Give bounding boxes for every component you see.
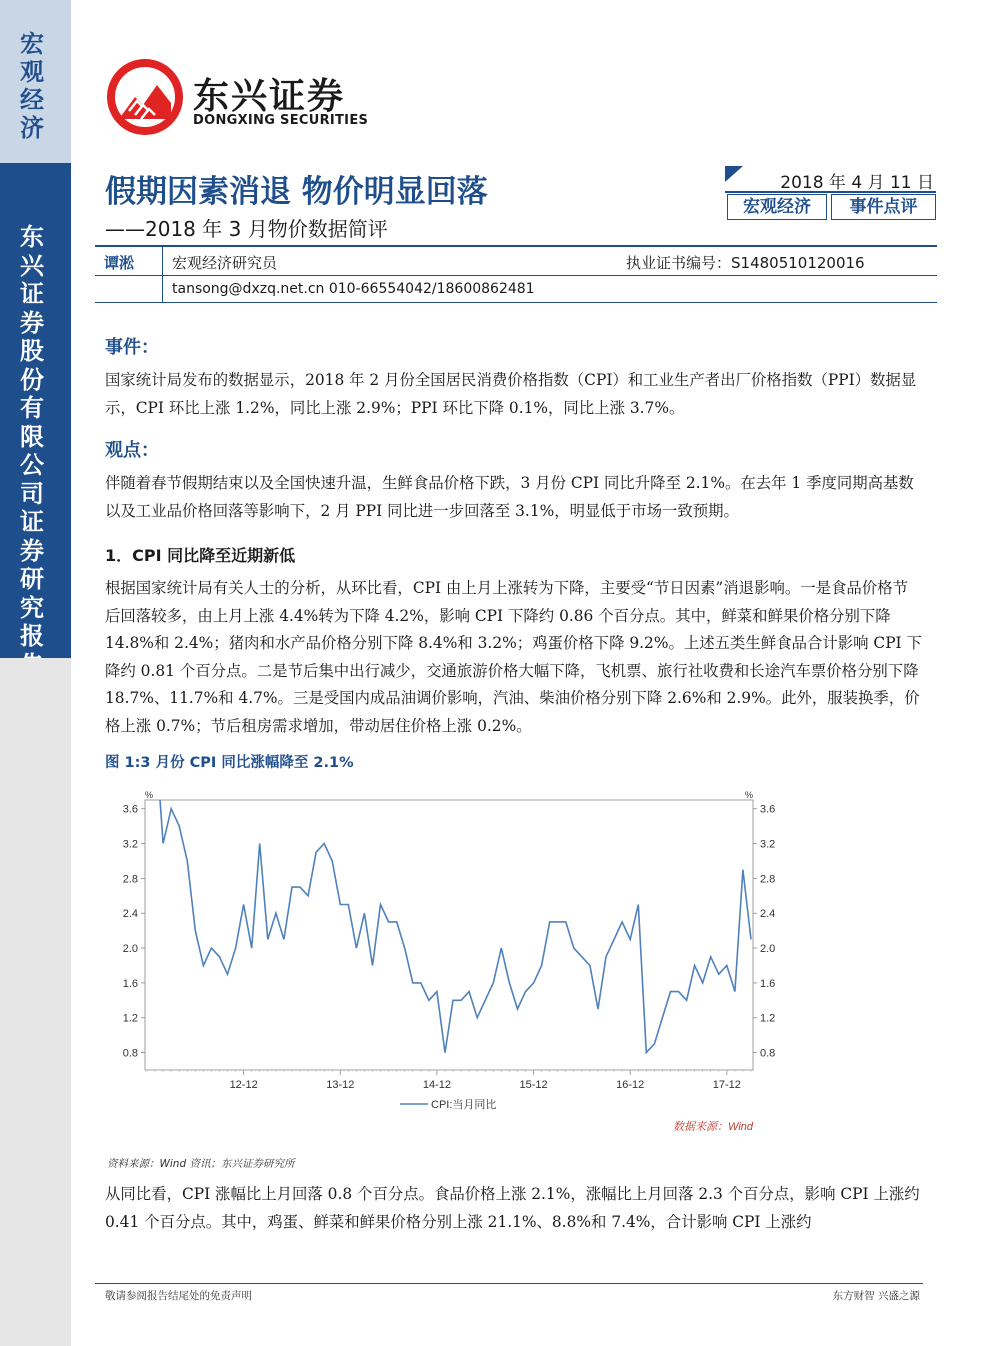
- report-date: 2018 年 4 月 11 日: [780, 173, 934, 193]
- sidebar-report-label: 东兴证券股份有限公司证券研究报: [20, 223, 44, 650]
- y-tick-label-right: 0.8: [760, 1047, 776, 1060]
- chart-data-source: 数据来源：Wind: [673, 1121, 753, 1133]
- legend-label: CPI:当月同比: [431, 1099, 497, 1111]
- event-paragraph: 国家统计局发布的数据显示，2018 年 2 月份全国居民消费价格指数（CPI）和工业生产者出厂价格指数（PPI）数据显示，CPI 环比上涨 1.2%，同比上涨 2.9%；PPI 环比下降 0.1%，同比上涨 3.7%。: [105, 371, 917, 417]
- y-tick-label-right: 3.2: [760, 838, 776, 851]
- y-tick-label-right: 1.6: [760, 977, 776, 990]
- author-cert: 执业证书编号：S1480510120016: [626, 254, 865, 272]
- author-table-divider: [162, 246, 163, 302]
- cpi-line-chart: [100, 780, 830, 1140]
- report-subtitle: ——2018 年 3 月物价数据简评: [105, 217, 388, 241]
- y-tick-label-right: 2.8: [760, 873, 776, 886]
- y-tick-label-left: 1.6: [122, 977, 138, 990]
- y-tick-label-left: 2.4: [122, 908, 138, 921]
- y-tick-label-left: 2.0: [122, 943, 138, 956]
- x-tick-label: 16-12: [616, 1079, 645, 1091]
- x-tick-label: 12-12: [229, 1079, 258, 1091]
- author-name: 谭淞: [104, 254, 135, 272]
- y-tick-label-left: 3.6: [122, 803, 138, 816]
- closing-paragraph: 从同比看，CPI 涨幅比上月回落 0.8 个百分点。食品价格上涨 2.1%，涨幅比上月回落 2.3 个百分点，影响 CPI 上涨约 0.41 个百分点。其中，鸡蛋、鲜菜和鲜果价格分别上涨 21.1%、8.8%和 7.4%，合计影响 CPI 上涨约: [105, 1185, 920, 1231]
- x-tick-label: 15-12: [519, 1079, 548, 1091]
- author-table-top-rule: [95, 245, 937, 247]
- y-unit-left: %: [145, 790, 154, 800]
- sidebar-blank: [0, 658, 71, 1346]
- corner-triangle-icon: [725, 166, 743, 182]
- section-paragraph: 根据国家统计局有关人士的分析，从环比看，CPI 由上月上涨转为下降，主要受“节日因素”消退影响。一是食品价格节后回落较多，由上月上涨 4.4%转为下降 4.2%，影响 CPI 下降约 0.86 个百分点。其中，鲜菜和鲜果价格分别下降 14.8%和 2.4%；猪肉和水产品价格分别下降 8.4%和 3.2%；鸡蛋价格下降 9.2%。上述五类生鲜食品合计影响 CPI 下降约 0.81 个百分点。二是节后集中出行减少，交通旅游价格大幅下降，飞机票、旅行社收费和长途汽车票价格分别下降 18.7%、11.7%和 4.7%。三是受国内成品油调价影响，汽油、柴油价格分别下降 2.6%和 2.9%。此外，服装换季，价格上涨 0.7%；节后租房需求增加，带动居住价格上涨 0.2%。: [105, 579, 922, 735]
- source-note: 资料来源：Wind 资讯；东兴证券研究所: [107, 1158, 295, 1170]
- brand-name-cn: 东兴证券: [193, 76, 346, 117]
- y-tick-label-left: 2.8: [122, 873, 138, 886]
- view-paragraph: 伴随着春节假期结束以及全国快速升温，生鲜食品价格下跌，3 月份 CPI 同比升降至 2.1%。在去年 1 季度同期高基数以及工业品价格回落等影响下，2 月 PPI 同比进一步回落至 3.1%，明显低于市场一致预期。: [105, 474, 914, 520]
- company-logo: [105, 57, 185, 137]
- footer-rule: [95, 1283, 923, 1284]
- date-box: [725, 166, 936, 193]
- report-title: 假期因素消退 物价明显回落: [105, 174, 488, 210]
- x-tick-label: 13-12: [326, 1079, 355, 1091]
- brand-name-en: DONGXING SECURITIES: [193, 113, 369, 128]
- y-unit-right: %: [745, 790, 754, 800]
- footer-disclaimer: 敬请参阅报告结尾处的免责声明: [105, 1290, 252, 1302]
- sidebar-category-block: [0, 0, 71, 163]
- x-tick-label: 14-12: [422, 1079, 451, 1091]
- y-tick-label-right: 2.0: [760, 943, 776, 956]
- author-table-mid-rule: [95, 275, 937, 276]
- y-tick-label-left: 3.2: [122, 838, 138, 851]
- y-tick-label-left: 1.2: [122, 1012, 138, 1025]
- tag-category: 宏观经济: [727, 194, 827, 220]
- figure-title: 图 1:3 月份 CPI 同比涨幅降至 2.1%: [105, 755, 354, 771]
- author-table-bottom-rule: [95, 302, 937, 303]
- event-heading: 事件：: [105, 337, 159, 358]
- x-tick-label: 17-12: [712, 1079, 741, 1091]
- y-tick-label-left: 0.8: [122, 1047, 138, 1060]
- sidebar-category: 宏观经济: [20, 30, 44, 142]
- tag-report-type: 事件点评: [831, 194, 936, 220]
- author-role: 宏观经济研究员: [172, 254, 278, 272]
- footer-slogan: 东方财智 兴盛之源: [832, 1290, 920, 1302]
- y-tick-label-right: 1.2: [760, 1012, 776, 1025]
- sidebar-company-block: [0, 163, 71, 658]
- y-tick-label-right: 2.4: [760, 908, 776, 921]
- cpi-series-line: [147, 780, 754, 1053]
- view-heading: 观点：: [105, 440, 159, 461]
- y-tick-label-right: 3.6: [760, 803, 776, 816]
- section-heading: 1．CPI 同比降至近期新低: [105, 546, 296, 565]
- author-contact[interactable]: tansong@dxzq.net.cn 010-66554042/18600862481: [172, 281, 535, 297]
